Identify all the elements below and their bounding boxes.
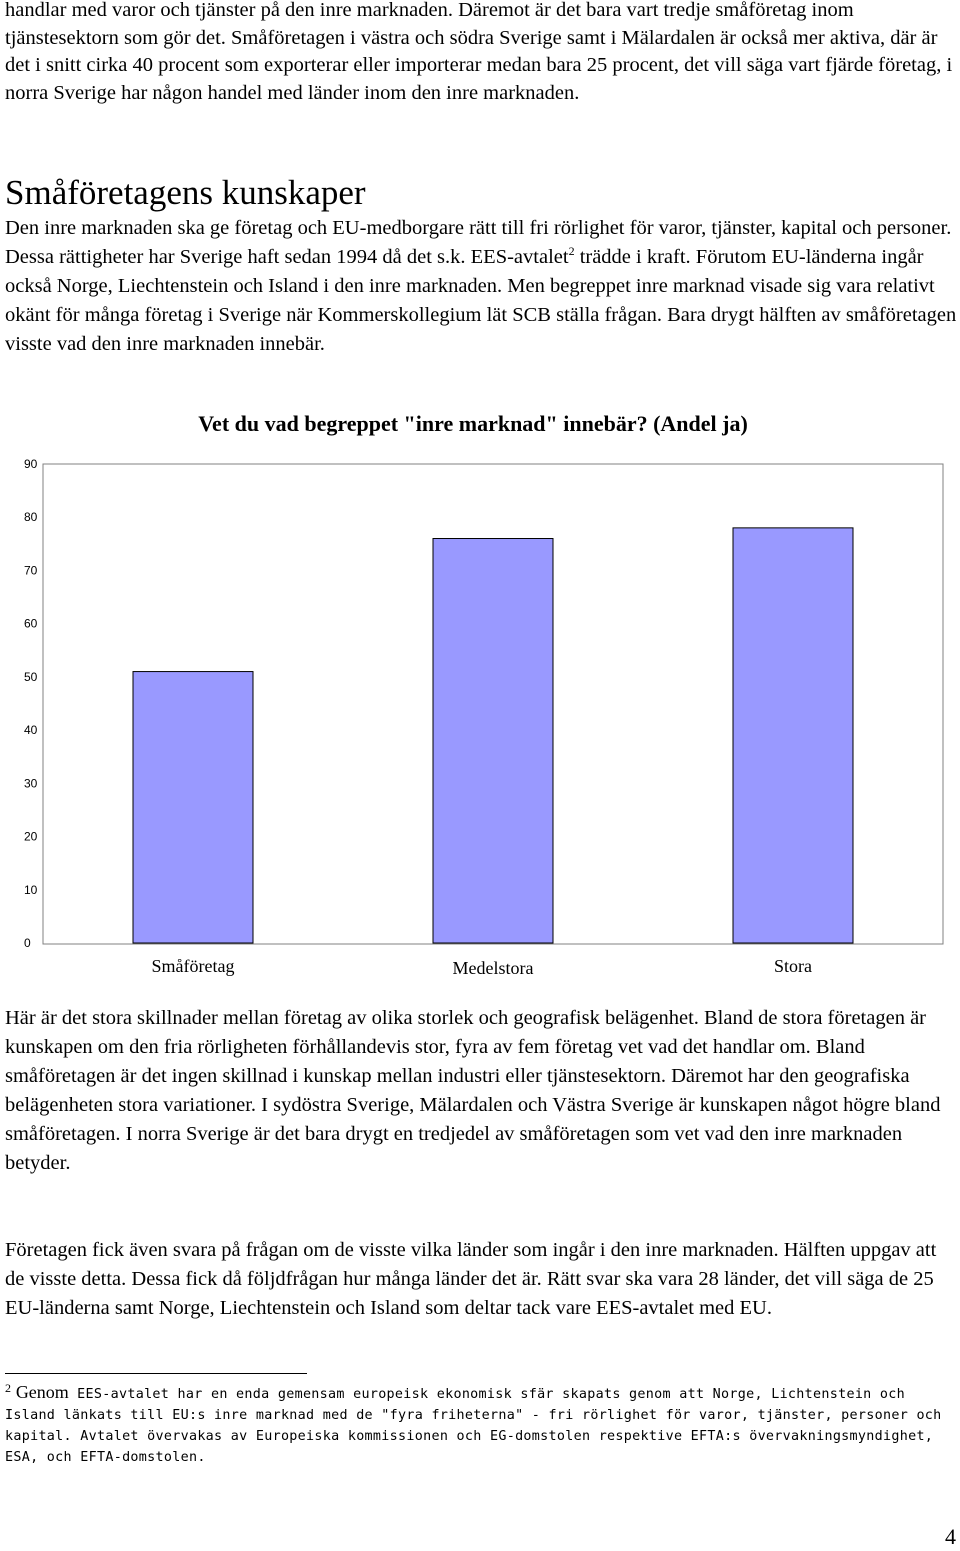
section-paragraph-part2: trädde i kraft. Förutom EU-länderna ingår också Norge, Liechtenstein och Island i den inre marknaden. Men begreppet inre marknad visade sig vara relativt okänt för många företag i Sverige när Kommerskollegium lät SCB ställa frågan. Bara drygt hälften av småföretagen visste vad den inre marknaden innebär. [5, 246, 957, 355]
section-paragraph [5, 214, 957, 359]
y-tick-label: 50 [24, 669, 38, 684]
intro-paragraph: handlar med varor och tjänster på den inre marknaden. Däremot är det bara vart tredje småföretag inom tjänstesektorn som gör det. Småföretagen i västra och södra Sverige samt i Mälardalen är också mer aktiva, där är det i snitt cirka 40 procent som exporterar eller importerar medan bara 25 procent, det vill säga vart fjärde företag, i norra Sverige har någon handel med länder inom den inre marknaden. [5, 0, 953, 104]
y-tick-label: 80 [24, 510, 38, 525]
y-axis [24, 457, 38, 950]
section-paragraph-part1: Den inre marknaden ska ge företag och EU-medborgare rätt till fri rörlighet för varor, tjänster, kapital och personer. Dessa rättigheter har Sverige haft sedan 1994 då det s.k. EES-avtalet [5, 217, 952, 268]
y-tick-label: 40 [24, 723, 38, 738]
footnote-text: EES-avtalet har en enda gemensam europeisk ekonomisk sfär skapats genom att Norge, Lichtenstein och Island länkats till EU:s inre marknad med de "fyra friheterna" - fri rörlighet för varor, tjänster, personer och kapital. Avtalet övervakas av Europeiska kommissionen och EG-domstolen respektive EFTA:s övervakningsmyndighet, ESA, och EFTA-domstolen. [5, 1387, 942, 1465]
bar-stora [733, 528, 853, 943]
y-tick-label: 20 [24, 829, 38, 844]
footnote-reference: 2 [568, 244, 575, 258]
y-tick-label: 30 [24, 776, 38, 791]
x-axis [152, 956, 812, 978]
y-tick-label: 90 [24, 457, 38, 471]
x-category-label: Medelstora [452, 958, 534, 978]
paragraph-after-chart: Här är det stora skillnader mellan företag av olika storlek och geografisk belägenhet. Bland de stora företagen är kunskapen om den fria rörligheten förhållandevis stor, fyra av fem företag vet vad det handlar om. Bland småföretagen är det ingen skillnad i kunskap mellan industri eller tjänstesektorn. Däremot har den geografiska belägenheten stora variationer. I sydöstra Sverige, Mälardalen och Västra Sverige är kunskapen något högre bland småföretagen. I norra Sverige är det bara drygt en tredjedel av småföretagen som vet vad den inre marknaden betyder. [5, 1007, 941, 1174]
x-category-label: Småföretag [151, 956, 235, 976]
page-number: 4 [945, 1524, 956, 1549]
footnote [5, 1382, 957, 1468]
paragraph-last: Företagen fick även svara på frågan om de visste vilka länder som ingår i den inre marknaden. Hälften uppgav att de visste detta. Dessa fick då följdfrågan hur många länder det är. Rätt svar ska vara 28 länder, det vill säga de 25 EU-länderna samt Norge, Liechtenstein och Island som deltar tack vare EES-avtalet med EU. [5, 1239, 937, 1319]
y-tick-label: 70 [24, 563, 38, 578]
footnote-divider [5, 1373, 307, 1374]
bar-chart [0, 400, 960, 990]
chart-title: Vet du vad begreppet "inre marknad" innebär? (Andel ja) [198, 411, 748, 436]
y-tick-label: 0 [24, 936, 31, 950]
y-tick-label: 10 [24, 882, 38, 897]
bar-medelstora [433, 539, 553, 943]
footnote-lead: Genom [11, 1382, 69, 1402]
bar-sm-f-retag [133, 672, 253, 943]
bars [133, 528, 853, 943]
y-tick-label: 60 [24, 616, 38, 631]
x-category-label: Stora [774, 956, 812, 976]
footnote-number: 2 [5, 1381, 12, 1395]
section-heading: Småföretagens kunskaper [5, 173, 366, 212]
